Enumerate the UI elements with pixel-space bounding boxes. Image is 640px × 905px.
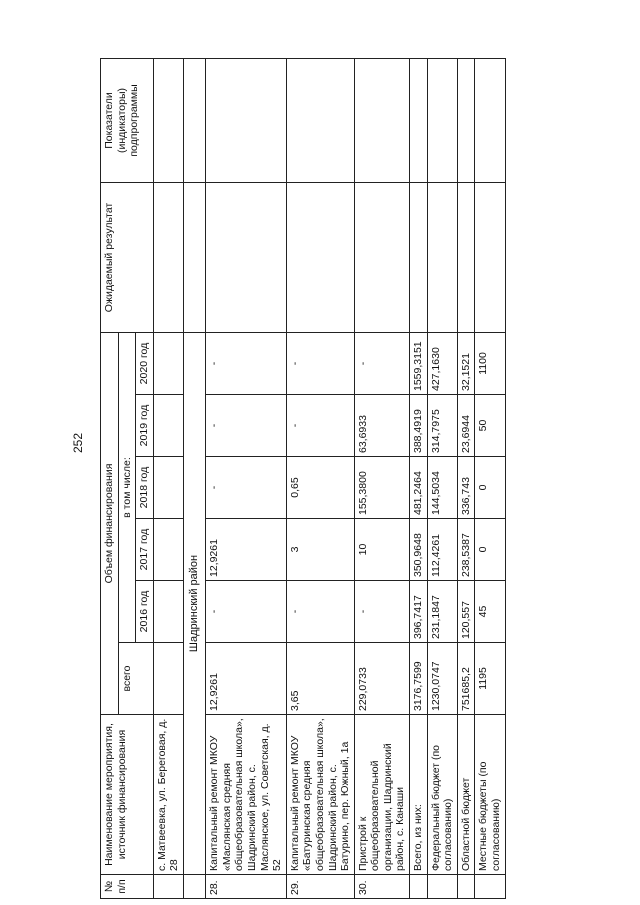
row-2019: -	[206, 395, 287, 457]
row-name: Капитальный ремонт МКОУ «Маслянская средняя общеобразовательная школа», Шадринский район, с. Маслянское, ул. Советская, д. 52	[206, 715, 287, 875]
total-row-2017: 112,4261	[427, 519, 457, 581]
header-total: всего	[118, 643, 153, 715]
total-row-2020: 427,1630	[427, 332, 457, 394]
total-row-2016: 396,7417	[410, 581, 428, 643]
row-name: с. Матвеевка, ул. Береговая, д. 28	[153, 715, 183, 875]
page-number: 252	[71, 432, 85, 454]
total-row-2020: 32,1521	[457, 332, 475, 394]
total-row	[427, 58, 457, 898]
header-including: в том числе:	[118, 332, 136, 642]
total-row-2018: 336,743	[457, 457, 475, 519]
table-row	[206, 58, 287, 898]
total-row-2018: 481,2464	[410, 457, 428, 519]
header-2019: 2019 год	[136, 395, 154, 457]
total-row-name: Местные бюджеты (по согласованию)	[475, 715, 505, 875]
total-row-name: Областной бюджет	[457, 715, 475, 875]
row-2016: -	[286, 581, 354, 643]
table-row	[153, 58, 183, 898]
row-2017: 12,9261	[206, 519, 287, 581]
total-row	[410, 58, 428, 898]
row-2017: 3	[286, 519, 354, 581]
row-name: Капитальный ремонт МКОУ «Батуринская средняя общеобразовательная школа», Шадринский район, с. Батурино, пер. Южный, 1а	[286, 715, 354, 875]
total-row-2018: 144,5034	[427, 457, 457, 519]
header-2020: 2020 год	[136, 332, 154, 394]
total-row-2016: 231,1847	[427, 581, 457, 643]
row-2020: -	[354, 332, 409, 394]
row-2020: -	[286, 332, 354, 394]
total-row-2017: 238,5387	[457, 519, 475, 581]
total-row-total: 3176,7599	[410, 643, 428, 715]
row-total: 12,9261	[206, 643, 287, 715]
row-total: 3,65	[286, 643, 354, 715]
row-num: 30.	[354, 875, 409, 899]
row-2018: -	[206, 457, 287, 519]
total-row-2020: 1559,3151	[410, 332, 428, 394]
row-2019: -	[286, 395, 354, 457]
total-row-2020: 1100	[475, 332, 505, 394]
total-row-name: Федеральный бюджет (по согласованию)	[427, 715, 457, 875]
row-2016: -	[354, 581, 409, 643]
row-2016: -	[206, 581, 287, 643]
row-2017: 10	[354, 519, 409, 581]
total-row-name: Всего, из них:	[410, 715, 428, 875]
row-2018: 155,3800	[354, 457, 409, 519]
total-row-2017: 0	[475, 519, 505, 581]
total-row	[475, 58, 505, 898]
total-row-2019: 23,6944	[457, 395, 475, 457]
total-row-2016: 120,557	[457, 581, 475, 643]
section-title: Шадринский район	[183, 332, 205, 874]
header-name: Наименование мероприятия, источник финансирования	[101, 715, 154, 875]
row-total: 229,0733	[354, 643, 409, 715]
header-num: № п/п	[101, 875, 154, 899]
rotated-table-wrapper	[100, 84, 640, 899]
row-2020: -	[206, 332, 287, 394]
row-num: 28.	[206, 875, 287, 899]
total-row-2017: 350,9648	[410, 519, 428, 581]
total-row	[457, 58, 475, 898]
total-row-2019: 50	[475, 395, 505, 457]
total-row-total: 1195	[475, 643, 505, 715]
header-indicators: Показатели (индикаторы) подпрограммы	[101, 58, 154, 182]
total-row-2018: 0	[475, 457, 505, 519]
total-row-2019: 314,7975	[427, 395, 457, 457]
header-2017: 2017 год	[136, 519, 154, 581]
table-row	[354, 58, 409, 898]
total-row-2019: 388,4919	[410, 395, 428, 457]
header-financing: Объем финансирования	[101, 332, 119, 714]
total-row-2016: 45	[475, 581, 505, 643]
row-2018: 0,65	[286, 457, 354, 519]
header-2018: 2018 год	[136, 457, 154, 519]
header-expected: Ожидаемый результат	[101, 182, 154, 332]
header-2016: 2016 год	[136, 581, 154, 643]
row-2019: 63,6933	[354, 395, 409, 457]
row-num: 29.	[286, 875, 354, 899]
section-row	[183, 58, 205, 898]
financing-table	[100, 58, 506, 899]
table-row	[286, 58, 354, 898]
row-name: Пристрой к общеобразовательной организации, Шадринский район, с. Канаши	[354, 715, 409, 875]
total-row-total: 1230,0747	[427, 643, 457, 715]
total-row-total: 751685,2	[457, 643, 475, 715]
